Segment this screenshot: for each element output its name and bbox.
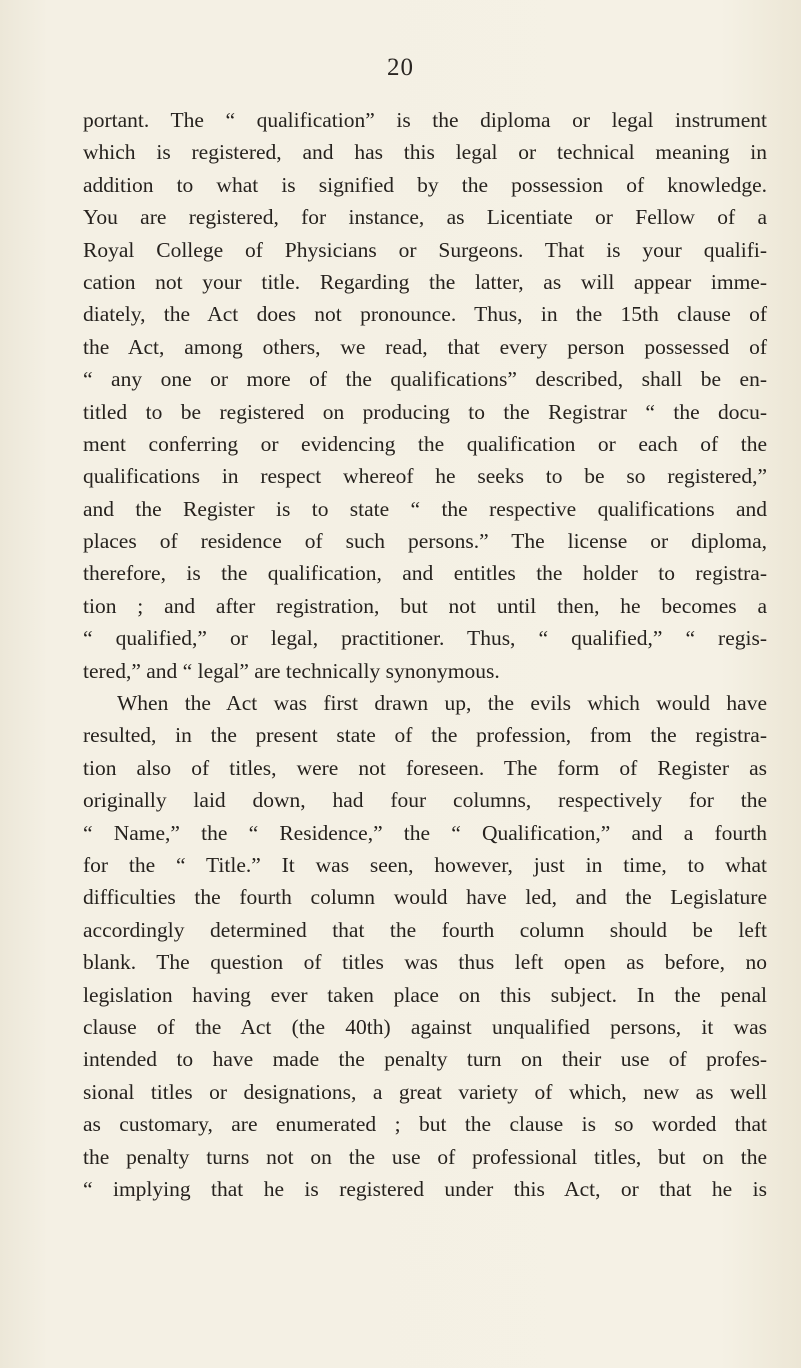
text-line: difficulties the fourth column would have led, and the Legislature <box>83 885 767 910</box>
page-number: 20 <box>387 54 414 81</box>
text-line: portant. The “ qualification” is the diploma or legal instrument <box>83 108 767 132</box>
text-line: addition to what is signified by the possession of knowledge. <box>83 172 767 197</box>
text-line: Royal College of Physicians or Surgeons. That is your qualifi- <box>83 237 767 262</box>
text-line: resulted, in the present state of the profession, from the registra- <box>83 723 767 748</box>
text-line: diately, the Act does not pronounce. Thus, in the 15th clause of <box>83 302 767 327</box>
text-line: intended to have made the penalty turn on their use of profes- <box>83 1047 767 1072</box>
text-line: therefore, is the qualification, and entitles the holder to registra- <box>83 561 767 586</box>
text-line: as customary, are enumerated ; but the clause is so worded that <box>83 1112 767 1137</box>
text-line: titled to be registered on producing to the Registrar “ the docu- <box>83 399 767 424</box>
text-line: clause of the Act (the 40th) against unqualified persons, it was <box>83 1014 767 1039</box>
text-line: “ any one or more of the qualifications” described, shall be en- <box>83 367 767 392</box>
text-line: tion also of titles, were not foreseen. The form of Register as <box>83 755 767 780</box>
text-line: When the Act was first drawn up, the evils which would have <box>117 691 767 716</box>
text-line: the penalty turns not on the use of professional titles, but on the <box>83 1144 767 1169</box>
text-line: “ implying that he is registered under this Act, or that he is <box>83 1176 767 1201</box>
text-line: tered,” and “ legal” are technically synonymous. <box>83 658 500 683</box>
text-line: originally laid down, had four columns, respectively for the <box>83 788 767 813</box>
text-line: legislation having ever taken place on this subject. In the penal <box>83 982 767 1007</box>
text-line: cation not your title. Regarding the latter, as will appear imme- <box>83 269 767 294</box>
text-line: “ qualified,” or legal, practitioner. Thus, “ qualified,” “ regis- <box>83 626 767 651</box>
text-line: places of residence of such persons.” The license or diploma, <box>83 529 767 554</box>
text-line: the Act, among others, we read, that every person possessed of <box>83 334 767 359</box>
text-line: for the “ Title.” It was seen, however, just in time, to what <box>83 852 767 877</box>
text-line: which is registered, and has this legal or technical meaning in <box>83 140 767 165</box>
text-line: tion ; and after registration, but not until then, he becomes a <box>83 593 767 618</box>
text-line: accordingly determined that the fourth column should be left <box>83 917 767 942</box>
text-line: qualifications in respect whereof he seeks to be so registered,” <box>83 464 767 489</box>
body-text <box>83 104 767 1205</box>
text-line: sional titles or designations, a great variety of which, new as well <box>83 1079 767 1104</box>
text-line: blank. The question of titles was thus left open as before, no <box>83 950 767 975</box>
text-line: You are registered, for instance, as Licentiate or Fellow of a <box>83 205 767 230</box>
text-line: and the Register is to state “ the respective qualifications and <box>83 496 767 521</box>
text-line: ment conferring or evidencing the qualification or each of the <box>83 431 767 456</box>
text-line: “ Name,” the “ Residence,” the “ Qualification,” and a fourth <box>83 820 767 845</box>
